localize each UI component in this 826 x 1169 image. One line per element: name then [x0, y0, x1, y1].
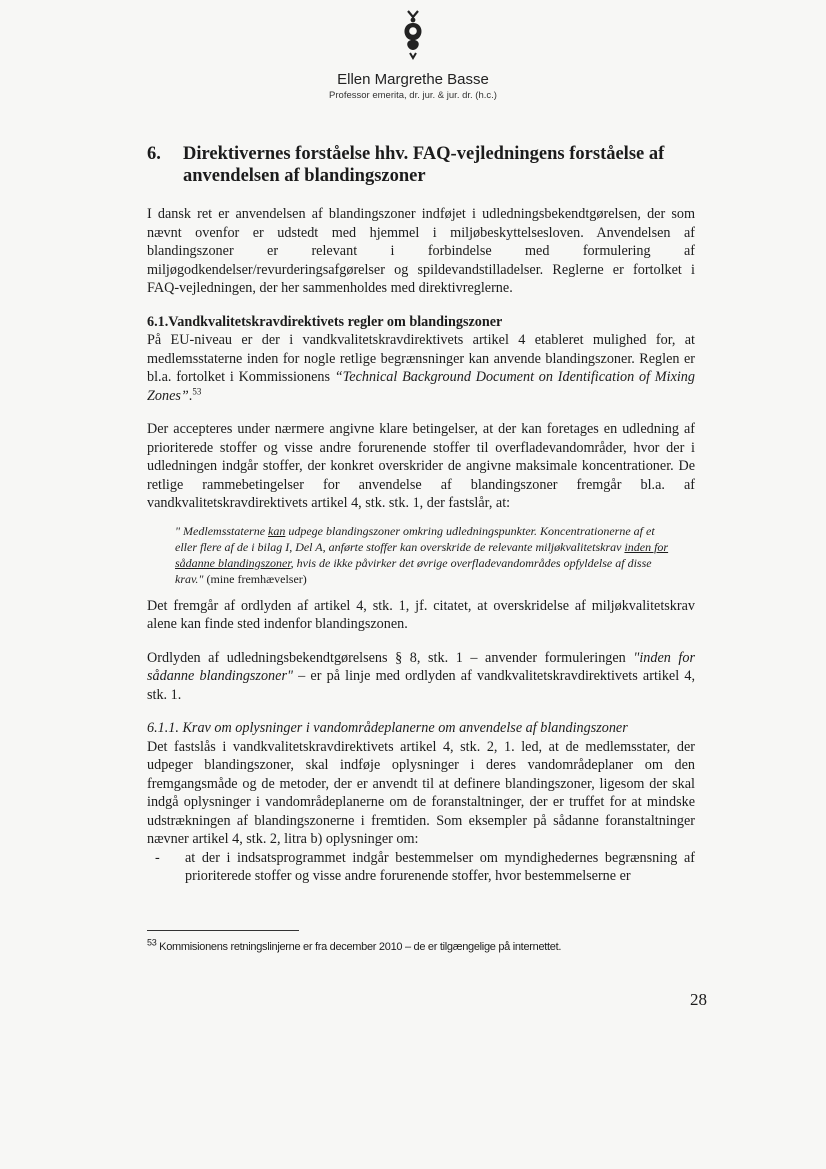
- list-item: [147, 849, 695, 886]
- paragraph-text: På EU-niveau er der i vandkvalitetskravdirektivets artikel 4 etableret mulighed for, at medlemsstaterne inden for nogle retlige begrænsninger kan anvende blandingszoner. Reglen er bl.a. fortolket i Kommissionens: [147, 332, 695, 385]
- author-name: Ellen Margrethe Basse: [337, 71, 489, 88]
- paragraph: Der accepteres under nærmere angivne klare betingelser, at der kan foretages en udledning af prioriterede stoffer og visse andre forurenende stoffer til overfladevandområder, hvor der i udledningen indgår stoffer, der konkret overskrider de angivne maksimale koncentrationer. De retlige rammebetingelser for anvendelse af blandingszoner fremgår bl.a. af vandkvalitetskravdirektivets artikel 4, stk. stk. 1, der fastslår, at:: [147, 421, 695, 511]
- quote-note: (mine fremhævelser): [203, 571, 307, 586]
- subsection-heading: 6.1.Vandkvalitetskravdirektivets regler om blandingszoner: [147, 313, 503, 330]
- section-number: 6.: [147, 144, 161, 164]
- section-heading: [147, 143, 695, 187]
- paragraph: I dansk ret er anvendelsen af blandingszoner indføjet i udledningsbekendtgørelsen, der som nævnt ovenfor er udstedt med hjemmel i miljøbeskyttelsesloven. Anvendelsen af blandingszoner er relevant i forbindelse med formulering af miljøgodkendelser/revurderingsafgørelser og spildevandstilladelser. Reglerne er fortolket i FAQ-vejledningen, der her sammenholdes med direktivreglerne.: [147, 206, 695, 296]
- emphasis-underline: inden for sådanne blandingszoner: [175, 539, 669, 570]
- section-title: Direktivernes forståelse hhv. FAQ-vejledningens forståelse af anvendelsen af blandingszoner: [183, 144, 665, 186]
- paragraph: På EU-niveau er der i vandkvalitetskravdirektivets artikel 4 etableret mulighed for, at medlemsstaterne inden for nogle retlige begrænsninger kan anvende blandingszoner. Reglen er bl.a. fortolket i Kommissionens “Technical Background Document on Identification of Mixing Zones”.$^{53}$: [147, 332, 695, 404]
- footnote-reference[interactable]: 53: [192, 385, 202, 396]
- footnote-text: Kommisionens retningslinjerne er fra december 2010 – de er tilgængelige på internettet.: [156, 941, 562, 953]
- letterhead: [0, 8, 826, 101]
- emphasis-underline: kan: [268, 523, 286, 538]
- list-item-text: at der i indsatsprogrammet indgår bestemmelser om myndighedernes begrænsning af prioriterede stoffer og visse andre forurenende stoffer, hvor bestemmelserne er: [185, 849, 695, 884]
- page-number: 28: [690, 990, 707, 1009]
- main-content: [147, 143, 695, 886]
- bullet-dash: -: [155, 849, 160, 866]
- footnote-number: 53: [147, 937, 157, 948]
- author-title: Professor emerita, dr. jur. & jur. dr. (h.c.): [329, 90, 497, 101]
- paragraph: Ordlyden af udledningsbekendtgørelsens § 8, stk. 1 – anvender formuleringen "inden for sådanne blandingszoner" – er på linje med ordlyden af vandkvalitetskravdirektivets artikel 4, stk. 1.: [147, 649, 695, 703]
- block-quote: " Medlemsstaterne kan udpege blandingszoner omkring udledningspunkter. Koncentrationerne af et eller flere af de i bilag I, Del A, anførte stoffer kan overskride de relevante miljøkvalitetskrav inden for sådanne blandingszoner, hvis de ikke påvirker det øvrige overfladevandområdes opfyldelse af disse krav." (mine fremhævelser): [175, 523, 669, 586]
- paragraph: Det fremgår af ordlyden af artikel 4, stk. 1, jf. citatet, at overskridelse af miljøkvalitetskrav alene kan finde sted indenfor blandingszonen.: [147, 597, 695, 632]
- footnote: [147, 937, 697, 953]
- paragraph: Det fastslås i vandkvalitetskravdirektivets artikel 4, stk. 2, 1. led, at de medlemsstater, der udpeger blandingszoner, skal indføje oplysninger i deres vandområdeplaner om den fremgangsmåde og de metoder, der er anvendt til at definere blandingszoner, ligesom der skal indgå oplysninger i vandområdeplanerne om de foranstaltninger, der er truffet for at mindske udstrækningen af blandingszonerne i fremtiden. Som eksempler på sådanne foranstaltninger nævner artikel 4, stk. 2, litra b) oplysninger om:: [147, 738, 695, 847]
- subsubsection-heading: 6.1.1. Krav om oplysninger i vandområdeplanerne om anvendelse af blandingszoner: [147, 720, 628, 736]
- footnote-divider: [147, 930, 299, 931]
- logo-emblem-icon: [396, 8, 430, 60]
- document-title-reference: “Technical Background Document on Identification of Mixing Zones”: [147, 369, 695, 404]
